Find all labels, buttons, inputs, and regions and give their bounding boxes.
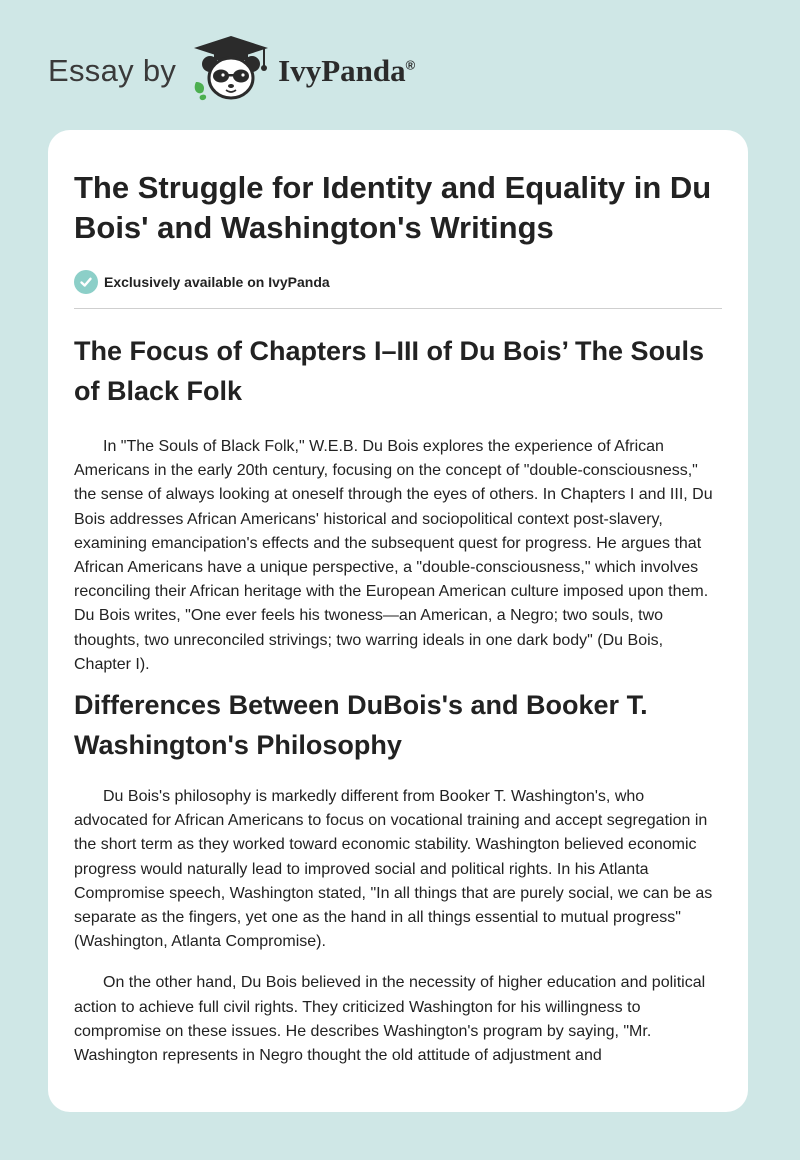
essay-card	[48, 130, 748, 1112]
essay-title: The Struggle for Identity and Equality in Du Bois' and Washington's Writings	[74, 170, 712, 245]
paragraph: On the other hand, Du Bois believed in the necessity of higher education and political action to achieve full civil rights. They criticized Washington for his willingness to compromise on these issues. He describes Washington's program by saying, "Mr. Washington represents in Negro thought the old attitude of adjustment and	[74, 974, 706, 1065]
panda-logo-icon	[190, 34, 272, 107]
brand-name: IvyPanda®	[278, 52, 416, 88]
section-heading: The Focus of Chapters I–III of Du Bois’ The Souls of Black Folk	[74, 336, 705, 406]
brand-link[interactable]	[48, 34, 415, 107]
paragraph: Du Bois's philosophy is markedly different from Booker T. Washington's, who advocated for African Americans to focus on vocational training and accept segregation in the short term as they worked toward economic stability. Washington believed economic progress would naturally lead to improved social and political rights. In his Atlanta Compromise speech, Washington stated, "In all things that are purely social, we can be as separate as the fingers, yet one as the hand in all things essential to mutual progress" (Washington, Atlanta Compromise).	[74, 788, 713, 951]
divider	[74, 308, 722, 309]
exclusive-badge	[74, 270, 722, 294]
page-header	[0, 0, 800, 130]
paragraph: In "The Souls of Black Folk," W.E.B. Du Bois explores the experience of African Americans in the early 20th century, focusing on the concept of "double-consciousness," the sense of always looking at oneself through the eyes of others. In Chapters I and III, Du Bois addresses African Americans' historical and sociopolitical context post-slavery, examining emancipation's effects and the subsequent quest for progress. He argues that African Americans have a unique perspective, a "double-consciousness," which involves reconciling their African heritage with the European American culture imposed upon them. Du Bois writes, "One ever feels his twoness—an American, a Negro; two souls, two thoughts, two unreconciled strivings; two warring ideals in one dark body" (Du Bois, Chapter I).	[74, 438, 713, 673]
exclusive-badge-label: Exclusively available on IvyPanda	[104, 274, 330, 290]
check-circle-icon	[74, 270, 98, 294]
essay-by-label: Essay by	[48, 52, 177, 88]
section-heading: Differences Between DuBois's and Booker T. Washington's Philosophy	[74, 690, 648, 761]
